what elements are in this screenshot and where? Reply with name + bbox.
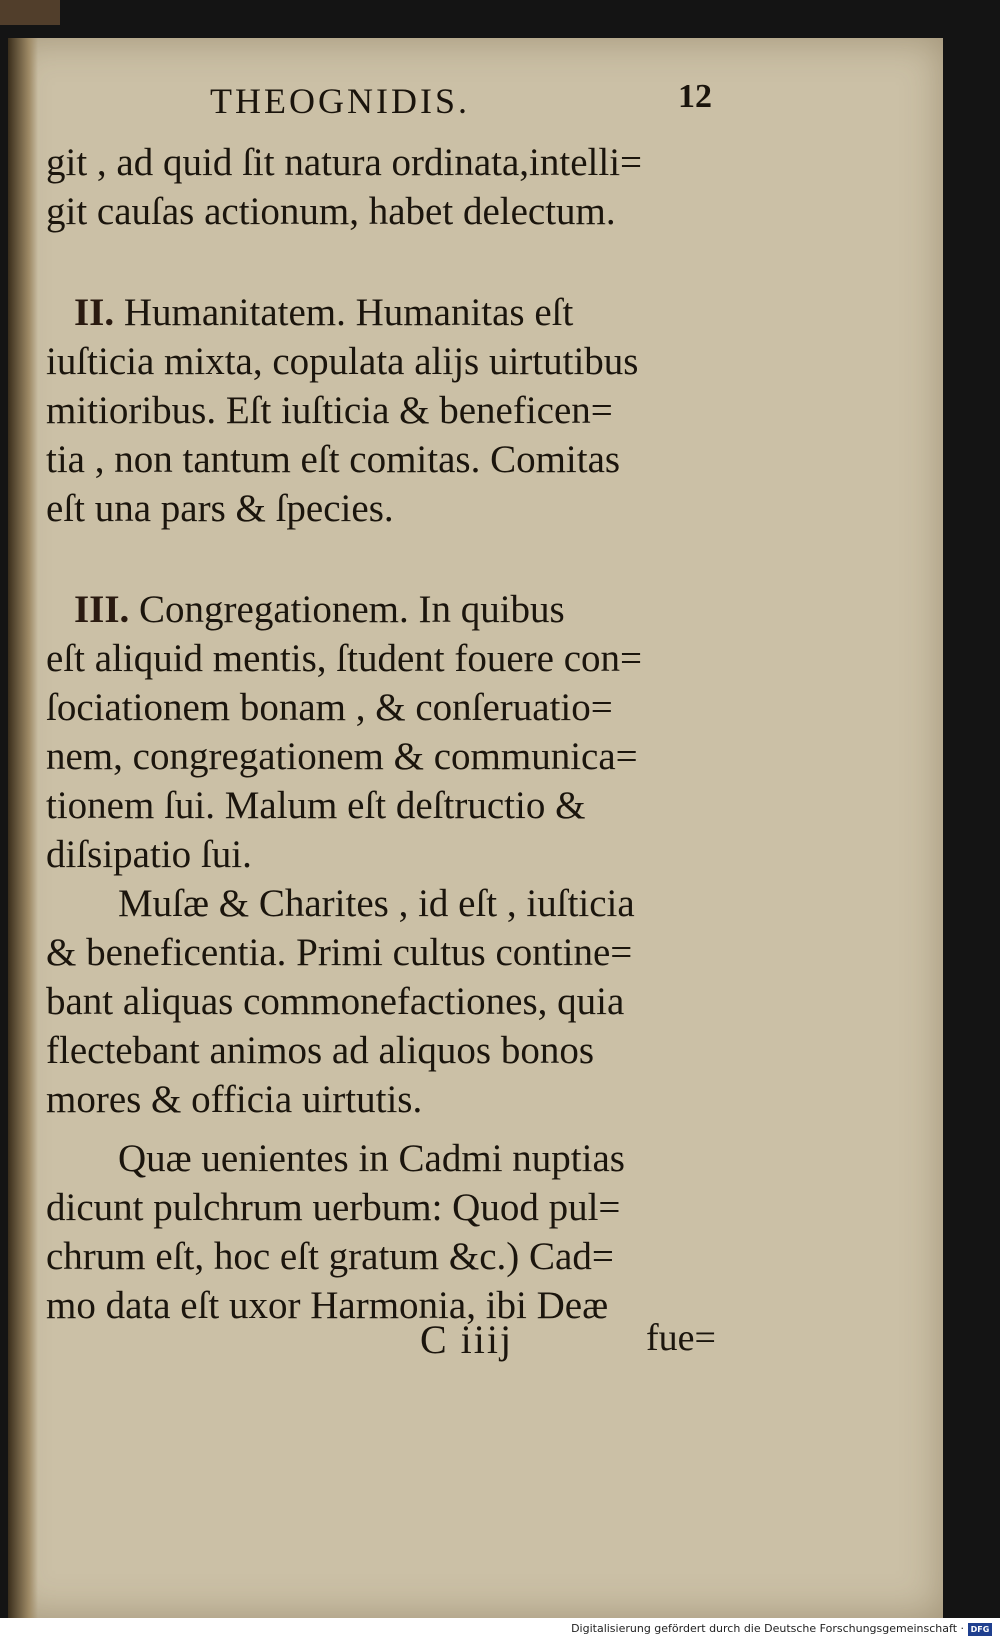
footer-bar [0,1620,1000,1640]
page-gutter [8,38,38,1618]
text-line: eſt una pars & ſpecies. [46,487,394,530]
page-header [0,78,1000,128]
page-text [46,138,726,1330]
signature-mark: C iiij [420,1317,514,1362]
text-line: mores & officia uirtutis. [46,1078,423,1121]
section-number: II. [74,291,115,334]
text-line: tionem ſui. Malum eſt deſtructio & [46,784,586,827]
text-line: Congregationem. In quibus [129,588,565,631]
text-line: git , ad quid ſit natura ordinata,intelli= [46,141,643,184]
text-line: iuſticia mixta, copulata alijs uirtutibus [46,340,639,383]
text-line: chrum eſt, hoc eſt gratum &c.) Cad= [46,1235,614,1278]
text-line: diſsipatio ſui. [46,833,252,876]
text-line: mitioribus. Eſt iuſticia & beneficen= [46,389,613,432]
text-line: mo data eſt uxor Harmonia, ibi Deæ [46,1284,609,1327]
text-line: Muſæ & Charites , id eſt , iuſticia [118,882,635,925]
text-line: dicunt pulchrum uerbum: Quod pul= [46,1186,621,1229]
text-line: tia , non tantum eſt comitas. Comitas [46,438,621,481]
running-head: THEOGNIDIS. [210,81,470,121]
text-line: bant aliquas commonefactiones, quia [46,980,625,1023]
text-line: eſt aliquid mentis, ſtudent fouere con= [46,637,643,680]
section-number: III. [74,588,130,631]
text-line: Humanitatem. Humanitas eſt [114,291,574,334]
scan-edge-mark [0,0,60,25]
text-line: ſociationem bonam , & conſeruatio= [46,686,613,729]
catchword: fue= [646,1317,716,1359]
text-line: Quæ uenientes in Cadmi nuptias [118,1137,625,1180]
text-line: git cauſas actionum, habet delectum. [46,190,616,233]
dfg-logo: DFG [968,1623,992,1636]
text-line: flectebant animos ad aliquos bonos [46,1029,595,1072]
text-line: nem, congregationem & communica= [46,735,638,778]
footer-credit: Digitalisierung gefördert durch die Deutsche Forschungsgemeinschaft · [571,1622,964,1635]
text-line: & beneficentia. Primi cultus contine= [46,931,633,974]
folio-number: 12 [678,78,712,115]
